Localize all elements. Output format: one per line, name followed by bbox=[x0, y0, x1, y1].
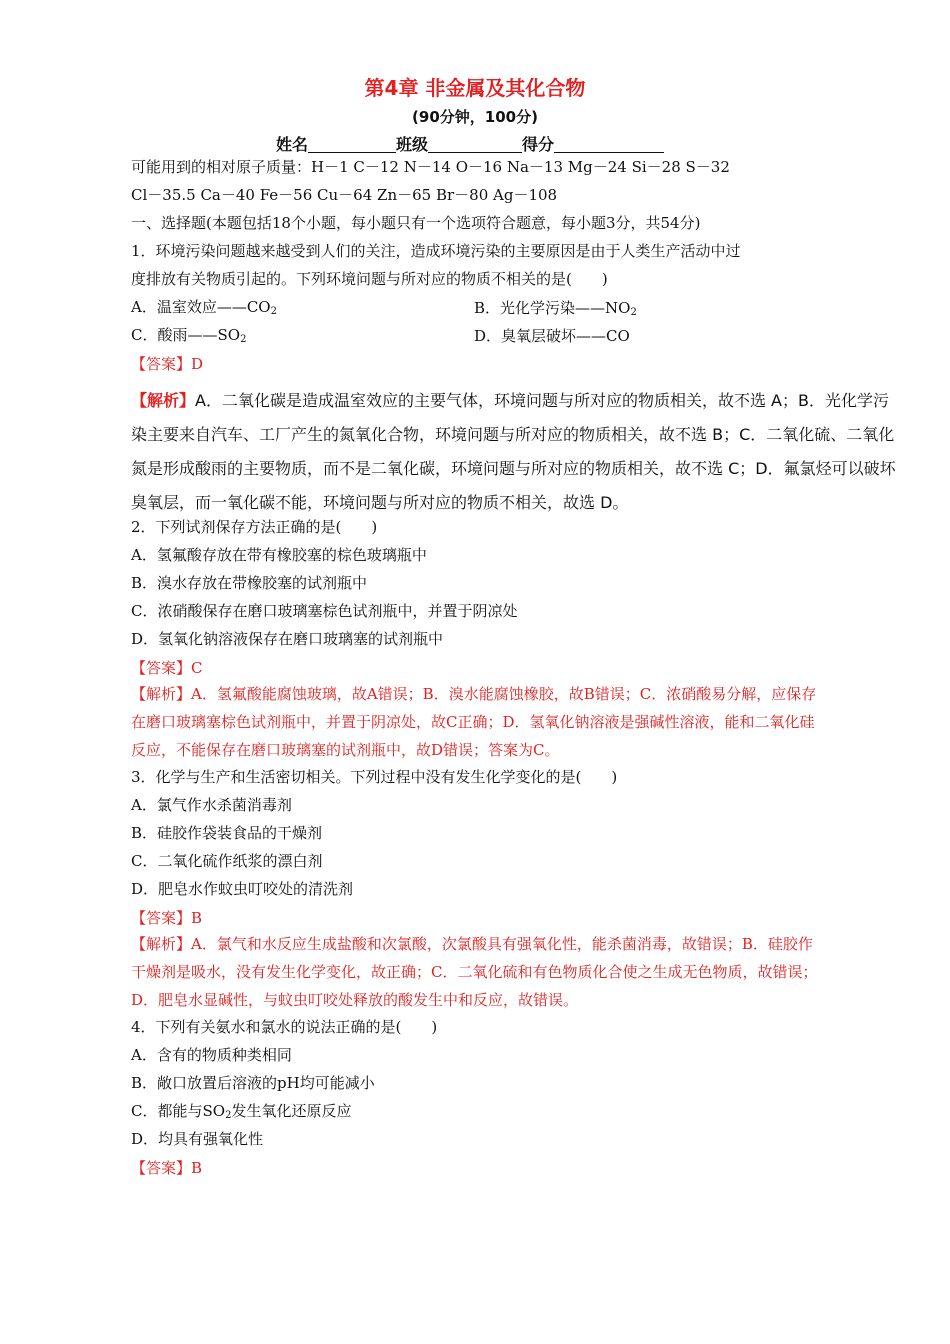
q4-option-a: A．含有的物质种类相同 bbox=[131, 1046, 292, 1064]
score-blank bbox=[554, 136, 664, 153]
q3-analysis-text: A．氯气和水反应生成盐酸和次氯酸，次氯酸具有强氧化性，能杀菌消毒，故错误；B．硅胶作干燥剂是吸水，没有发生化学变化，故正确；C．二氧化硫和有色物质化合使之生成无色物质，故错误；D．肥皂水显碱性，与蚊虫叮咬处释放的酸发生中和反应，故错误。 bbox=[131, 935, 818, 1009]
q3-option-b: B．硅胶作袋装食品的干燥剂 bbox=[131, 824, 323, 842]
q1-option-a bbox=[131, 297, 277, 322]
q1-option-a-text: A．温室效应——CO bbox=[131, 298, 271, 316]
q1-analysis-text: A．二氧化碳是造成温室效应的主要气体，环境问题与所对应的物质相关，故不选 A；B．光化学污染主要来自汽车、工厂产生的氮氧化合物，环境问题与所对应的物质相关，故不选 B；C．二氧化硫、二氧化氮是形成酸雨的主要物质，而不是二氧化碳，环境问题与所对应的物质相关，故不选 C；D．氟氯烃可以破坏臭氧层，而一氧化碳不能，环境问题与所对应的物质不相关，故选 D。 bbox=[131, 391, 896, 512]
q3-option-d: D．肥皂水作蚊虫叮咬处的清洗剂 bbox=[131, 880, 354, 898]
q1-answer-value: D bbox=[191, 355, 204, 373]
q4-option-c-sub: 2 bbox=[225, 1110, 232, 1121]
q2-option-c: C．浓硝酸保存在磨口玻璃塞棕色试剂瓶中，并置于阴凉处 bbox=[131, 602, 518, 620]
q4-option-c-text: C．都能与SO bbox=[131, 1102, 226, 1120]
q3-analysis-label: 【解析】 bbox=[131, 935, 192, 953]
q1-option-b-sub: 2 bbox=[630, 307, 637, 318]
q4-answer-label: 【答案】 bbox=[131, 1159, 192, 1177]
q3-answer bbox=[131, 907, 202, 928]
q1-option-d: D．臭氧层破坏——CO bbox=[474, 327, 630, 345]
q4-option-c bbox=[131, 1101, 351, 1126]
q1-analysis-label: 【解析】 bbox=[131, 391, 196, 410]
q2-analysis-text: A．氢氟酸能腐蚀玻璃，故A错误；B．溴水能腐蚀橡胶，故B错误；C．浓硝酸易分解，应保存在磨口玻璃塞棕色试剂瓶中，并置于阴凉处，故C正确；D．氢氧化钠溶液是强碱性溶液，能和二氧化硅反应，不能保存在磨口玻璃塞的试剂瓶中，故D错误；答案为C。 bbox=[131, 685, 817, 759]
q4-answer bbox=[131, 1157, 202, 1178]
atomic-masses-line1: 可能用到的相对原子质量：H－1 C－12 N－14 O－16 Na－13 Mg－24 Si－28 S－32 bbox=[131, 158, 730, 176]
q1-option-b bbox=[474, 297, 637, 318]
q2-answer-value: C bbox=[191, 659, 203, 677]
student-info-line bbox=[276, 132, 664, 155]
q1-stem-line2: 度排放有关物质引起的。下列环境问题与所对应的物质不相关的是( ) bbox=[131, 270, 608, 288]
q4-stem: 4．下列有关氨水和氯水的说法正确的是( ) bbox=[131, 1018, 438, 1036]
page-subtitle: (90分钟，100分) bbox=[412, 108, 538, 126]
class-label: 班级 bbox=[396, 135, 429, 154]
name-label: 姓名 bbox=[276, 135, 309, 154]
q1-answer-label: 【答案】 bbox=[131, 355, 192, 373]
name-blank bbox=[308, 136, 396, 153]
q2-analysis bbox=[131, 680, 821, 764]
q1-option-a-sub: 2 bbox=[270, 306, 277, 317]
atomic-masses-line2: Cl－35.5 Ca－40 Fe－56 Cu－64 Zn－65 Br－80 Ag－108 bbox=[131, 186, 558, 204]
q1-option-c bbox=[131, 325, 246, 350]
q1-option-c-text: C．酸雨——SO bbox=[131, 326, 241, 344]
class-blank bbox=[428, 136, 522, 153]
q2-option-d: D．氢氧化钠溶液保存在磨口玻璃塞的试剂瓶中 bbox=[131, 630, 444, 648]
q4-answer-value: B bbox=[191, 1159, 203, 1177]
page-title: 第4章 非金属及其化合物 bbox=[364, 76, 586, 100]
section-heading: 一、选择题(本题包括18个小题，每小题只有一个选项符合题意，每小题3分，共54分) bbox=[131, 214, 701, 232]
q2-answer bbox=[131, 657, 203, 678]
q4-option-d: D．均具有强氧化性 bbox=[131, 1130, 264, 1148]
score-label: 得分 bbox=[522, 135, 555, 154]
q3-analysis bbox=[131, 930, 821, 1014]
q1-option-c-sub: 2 bbox=[240, 334, 247, 345]
q2-stem: 2．下列试剂保存方法正确的是( ) bbox=[131, 518, 378, 536]
q3-answer-value: B bbox=[191, 909, 203, 927]
q2-answer-label: 【答案】 bbox=[131, 659, 192, 677]
q3-option-c: C．二氧化硫作纸浆的漂白剂 bbox=[131, 852, 323, 870]
q3-answer-label: 【答案】 bbox=[131, 909, 192, 927]
q4-option-b: B．敞口放置后溶液的pH均可能减小 bbox=[131, 1074, 375, 1092]
q1-answer bbox=[131, 353, 203, 374]
q2-option-b: B．溴水存放在带橡胶塞的试剂瓶中 bbox=[131, 574, 368, 592]
q2-option-a: A．氢氟酸存放在带有橡胶塞的棕色玻璃瓶中 bbox=[131, 546, 427, 564]
q2-analysis-label: 【解析】 bbox=[131, 685, 192, 703]
q3-option-a: A．氯气作水杀菌消毒剂 bbox=[131, 796, 292, 814]
q1-option-b-text: B．光化学污染——NO bbox=[474, 299, 631, 317]
q3-stem: 3．化学与生产和生活密切相关。下列过程中没有发生化学变化的是( ) bbox=[131, 768, 618, 786]
q4-option-c-tail: 发生氧化还原反应 bbox=[231, 1102, 352, 1120]
q1-analysis bbox=[131, 384, 901, 520]
q1-stem-line1: 1．环境污染问题越来越受到人们的关注，造成环境污染的主要原因是由于人类生产活动中过 bbox=[131, 242, 741, 260]
